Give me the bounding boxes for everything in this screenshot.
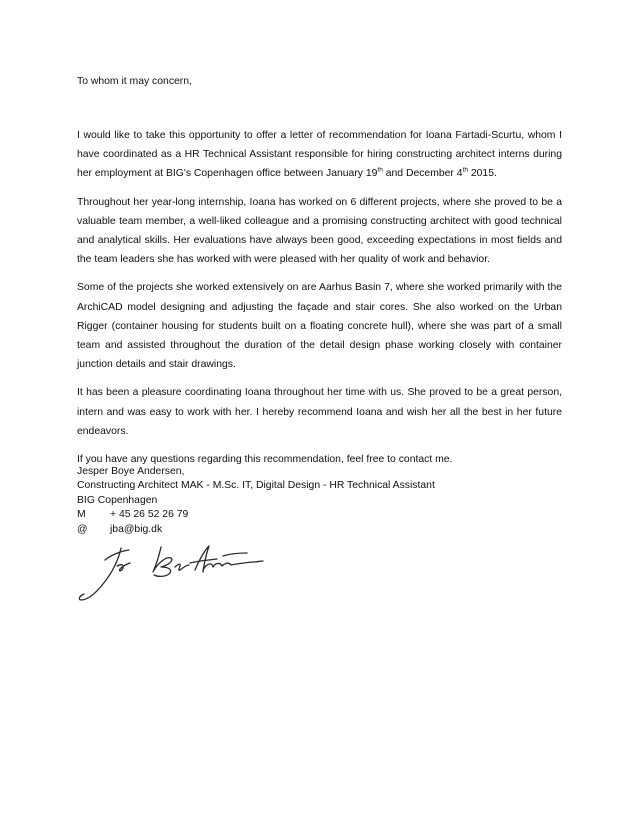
paragraph-introduction-text-end: 2015. — [467, 168, 497, 180]
phone-label: M — [77, 509, 86, 521]
paragraph-introduction — [77, 126, 562, 184]
signer-title: Constructing Architect MAK - M.Sc. IT, Digital Design - HR Technical Assistant — [77, 480, 435, 492]
signature-block — [77, 465, 435, 537]
phone-number: + 45 26 52 26 79 — [110, 509, 189, 521]
salutation: To whom it may concern, — [77, 76, 192, 87]
paragraph-contact: If you have any questions regarding this recommendation, feel free to contact me. — [77, 454, 453, 466]
phone-row — [77, 508, 435, 522]
paragraph-introduction-text-mid: and December 4 — [382, 168, 463, 180]
ordinal-suffix-start: th — [377, 166, 383, 174]
paragraph-projects: Some of the projects she worked extensively on are Aarhus Basin 7, where she worked primarily with the ArchiCAD model designing and adjusting the façade and stair cores. She also worked on the Urban Rigger (container housing for students built on a floating concrete hull), where she was part of a small team and assisted throughout the duration of the detail design phase working closely with container junction details and stair drawings. — [77, 282, 562, 371]
paragraph-recommendation: It has been a pleasure coordinating Ioana throughout her time with us. She proved to be a great person, intern and was easy to work with her. I hereby recommend Ioana and wish her all the best in her future endeavors. — [77, 387, 562, 437]
email-label: @ — [77, 523, 88, 535]
ordinal-suffix-end: th — [462, 166, 468, 174]
signer-office: BIG Copenhagen — [77, 494, 158, 506]
signer-name: Jesper Boye Andersen, — [77, 466, 185, 477]
handwritten-signature — [77, 542, 267, 604]
paragraph-introduction-text: I would like to take this opportunity to offer a letter of recommendation for Ioana Fartadi-Scurtu, whom I have coordinated as a HR Technical Assistant responsible for hiring constructing architect interns during her employment at BIG's Copenhagen office between January 19 — [77, 130, 562, 180]
paragraph-internship: Throughout her year-long internship, Ioana has worked on 6 different projects, where she proved to be a valuable team member, a well-liked colleague and a promising constructing architect with good technical and analytical skills. Her evaluations have always been good, exceeding expectations in most fields and the team leaders she has worked with were pleased with her quality of work and behavior. — [77, 196, 562, 266]
email-address: jba@big.dk — [110, 523, 163, 535]
letter-body — [77, 126, 562, 478]
email-row — [77, 523, 435, 537]
